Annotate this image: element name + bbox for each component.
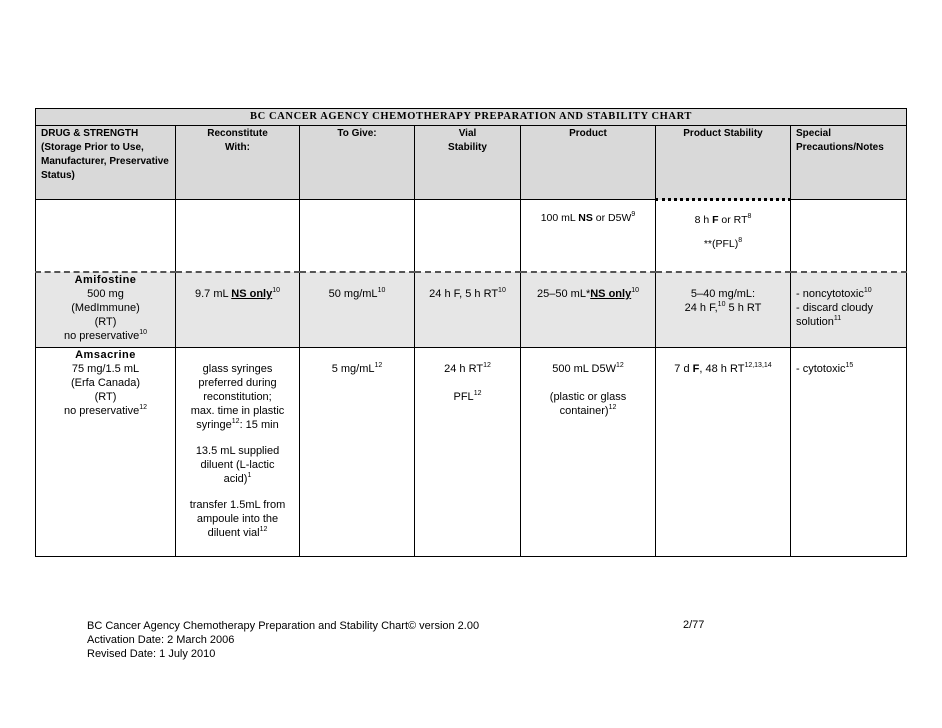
amsacrine-product: 500 mL $D5W^{12}$ (plastic or glass container)$^{12}$: [521, 348, 656, 557]
footer-version: BC Cancer Agency Chemotherapy Preparation and Stability Chart© version 2.00: [87, 620, 480, 632]
table-row-amsacrine: [36, 348, 907, 557]
amifostine-drug: Amifostine 500 mg (MedImmune) (RT) no preservative$^{10}$: [36, 272, 176, 348]
amsacrine-special: - cytotoxic$^{15}$: [791, 348, 907, 557]
footer: [87, 619, 479, 661]
table-row-amifostine: [36, 272, 907, 348]
chart-title: BC CANCER AGENCY CHEMOTHERAPY PREPARATION AND STABILITY CHART: [36, 109, 907, 126]
header-product: Product: [521, 126, 656, 200]
stability-chart-table: [35, 108, 907, 557]
amifostine-to-give: 50 $mg/mL^{10}$: [300, 272, 415, 348]
amsacrine-to-give: 5 $mg/mL^{12}$: [300, 348, 415, 557]
amsacrine-vial: 24 h RT$^{12}$ PFL$^{12}$: [415, 348, 521, 557]
table-row-continued: [36, 200, 907, 273]
header-product-stability: Product Stability: [656, 126, 791, 200]
page-number: 2/77: [683, 619, 705, 631]
header-reconstitute: Reconstitute With:: [176, 126, 300, 200]
continued-product-stability: 8 h F or $RT^8$ **(PFL)$^8$: [656, 200, 791, 273]
footer-activation-date: Activation Date: 2 March 2006: [87, 634, 235, 646]
amsacrine-product-stability: 7 d F, 48 h RT$^{12,13,14}$: [656, 348, 791, 557]
continued-product: 100 mL NS or $D5W^9$: [521, 200, 656, 273]
header-vial-stability: Vial Stability: [415, 126, 521, 200]
amifostine-product-stability: 5–40 mg/mL: 24 h F,$^{10}$ 5 h RT: [656, 272, 791, 348]
amsacrine-reconstitute: glass syringes preferred during reconstitution; max. time in plastic syringe$^{12}$: 15 min 13.5 mL supplied diluent (L-lactic acid)$^1$ transfer 1.5mL from ampoule into the diluent vial$^{12}$: [176, 348, 300, 557]
amifostine-reconstitute: 9.7 mL NS only$^{10}$: [176, 272, 300, 348]
amifostine-product: 25–50 mL*NS only$^{10}$: [521, 272, 656, 348]
header-row: [36, 126, 907, 200]
footer-revised-date: Revised Date: 1 July 2010: [87, 648, 216, 660]
header-to-give: To Give:: [300, 126, 415, 200]
amifostine-special: - noncytotoxic$^{10}$ - discard cloudy solution$^{11}$: [791, 272, 907, 348]
header-drug: DRUG & STRENGTH (Storage Prior to Use, Manufacturer, Preservative Status): [36, 126, 176, 200]
header-special: Special Precautions/Notes: [791, 126, 907, 200]
amifostine-vial: 24 h F, 5 h RT$^{10}$: [415, 272, 521, 348]
amsacrine-drug: Amsacrine 75 mg/1.5 mL (Erfa Canada) (RT) no preservative$^{12}$: [36, 348, 176, 557]
